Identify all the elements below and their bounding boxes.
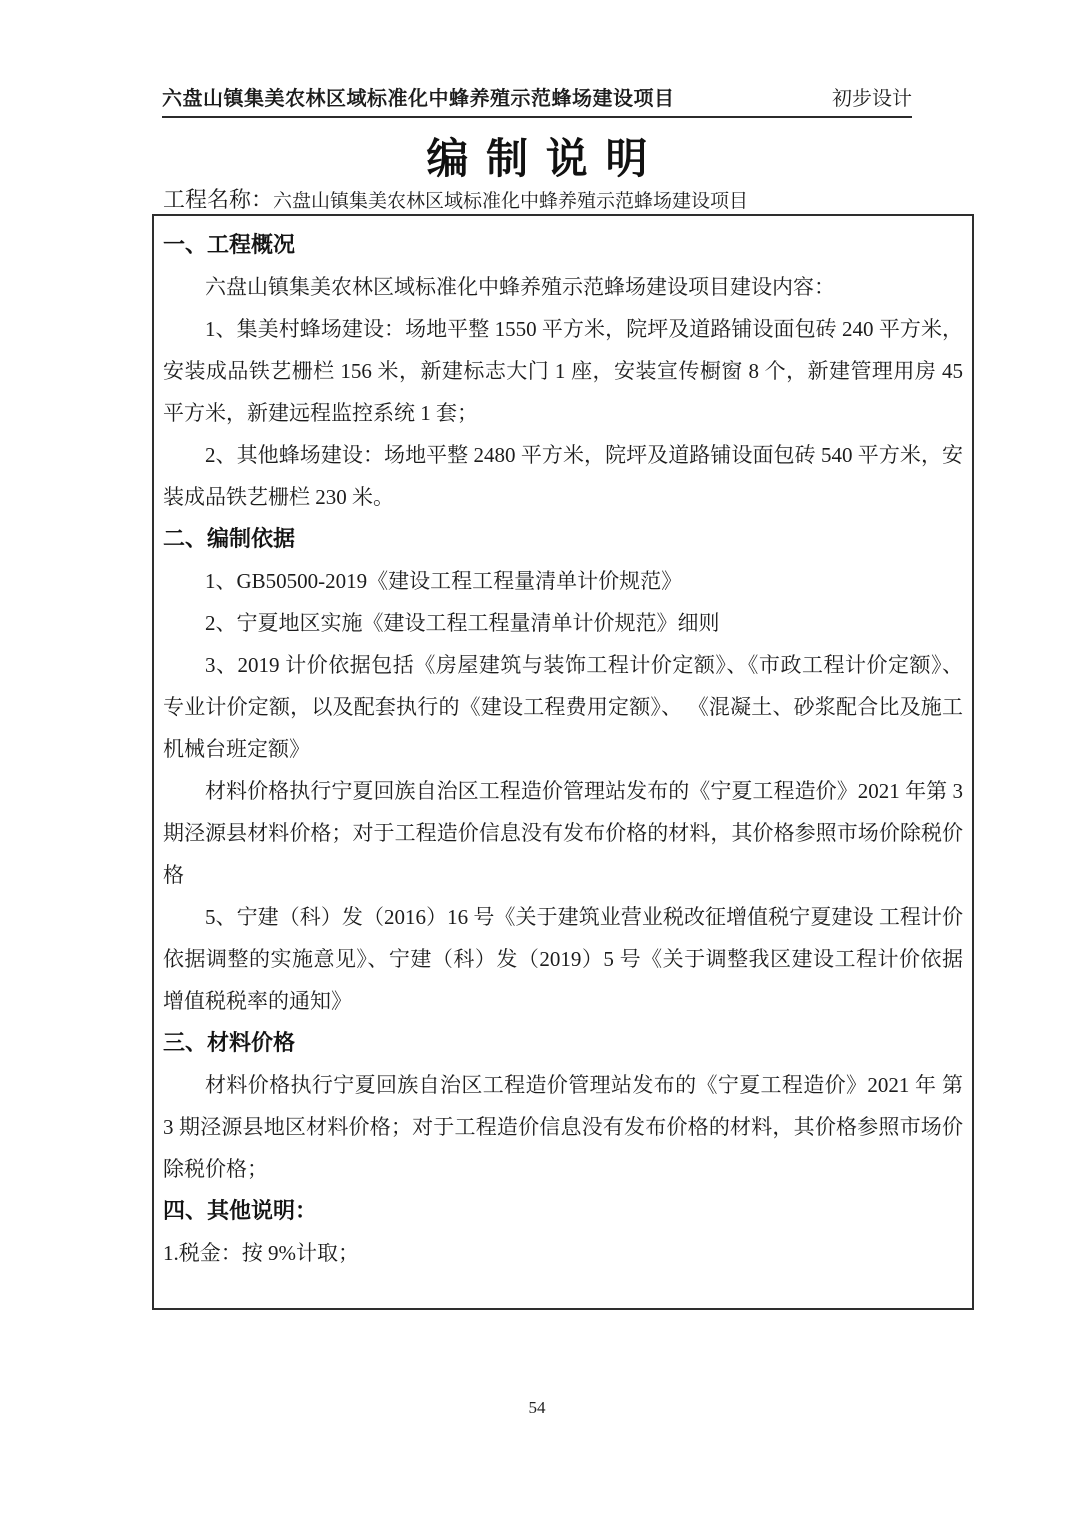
paragraph: 1、GB50500-2019《建设工程工程量清单计价规范》 [205,569,683,593]
page-title: 编制说明 [426,135,666,182]
paragraph: 六盘山镇集美农林区域标准化中蜂养殖示范蜂场建设项目建设内容： [205,275,835,299]
section-heading-1: 一、工程概况 [163,232,296,257]
page-header [162,82,912,118]
paragraph: 1.税金：按 9%计取； [163,1241,359,1265]
project-name-value: 六盘山镇集美农林区域标准化中蜂养殖示范蜂场建设项目 [273,191,749,212]
section-heading-2: 二、编制依据 [163,526,296,551]
content-box [152,214,974,1310]
paragraph: 5、宁建（科）发（2016）16 号《关于建筑业营业税改征增值税宁夏建设 工程计价依据调整的实施意见》、宁建（科）发（2019）5 号《关于调整我区建设工程计价依据增值税税率的通知》 [163,905,963,1013]
section-heading-3: 三、材料价格 [163,1030,296,1055]
paragraph: 2、宁夏地区实施《建设工程工程量清单计价规范》细则 [205,611,720,635]
page-number: 54 [528,1398,546,1417]
paragraph: 2、其他蜂场建设：场地平整 2480 平方米，院坪及道路铺设面包砖 540 平方米，安装成品铁艺栅栏 230 米。 [163,443,963,509]
paragraph: 材料价格执行宁夏回族自治区工程造价管理站发布的《宁夏工程造价》2021 年第 3 期泾源县材料价格；对于工程造价信息没有发布价格的材料，其价格参照市场价除税价格 [163,779,963,887]
page-footer [0,1398,1074,1418]
project-name-line [163,183,748,214]
paragraph: 3、2019 计价依据包括《房屋建筑与装饰工程计价定额》、《市政工程计价定额》、专业计价定额，以及配套执行的《建设工程费用定额》、 《混凝土、砂浆配合比及施工机械台班定额》 [163,653,963,761]
header-project-title: 六盘山镇集美农林区域标准化中蜂养殖示范蜂场建设项目 [162,88,675,110]
paragraph: 材料价格执行宁夏回族自治区工程造价管理站发布的《宁夏工程造价》2021 年 第 3 期泾源县地区材料价格；对于工程造价信息没有发布价格的材料，其价格参照市场价除税价格； [163,1073,963,1181]
project-name-label: 工程名称： [163,187,274,212]
section-heading-4: 四、其他说明： [163,1198,318,1223]
paragraph: 1、集美村蜂场建设：场地平整 1550 平方米，院坪及道路铺设面包砖 240 平方米，安装成品铁艺栅栏 156 米，新建标志大门 1 座，安装宣传橱窗 8 个，新建管理用房 45 平方米，新建远程监控系统 1 套； [163,317,963,425]
header-doc-stage: 初步设计 [832,88,912,110]
